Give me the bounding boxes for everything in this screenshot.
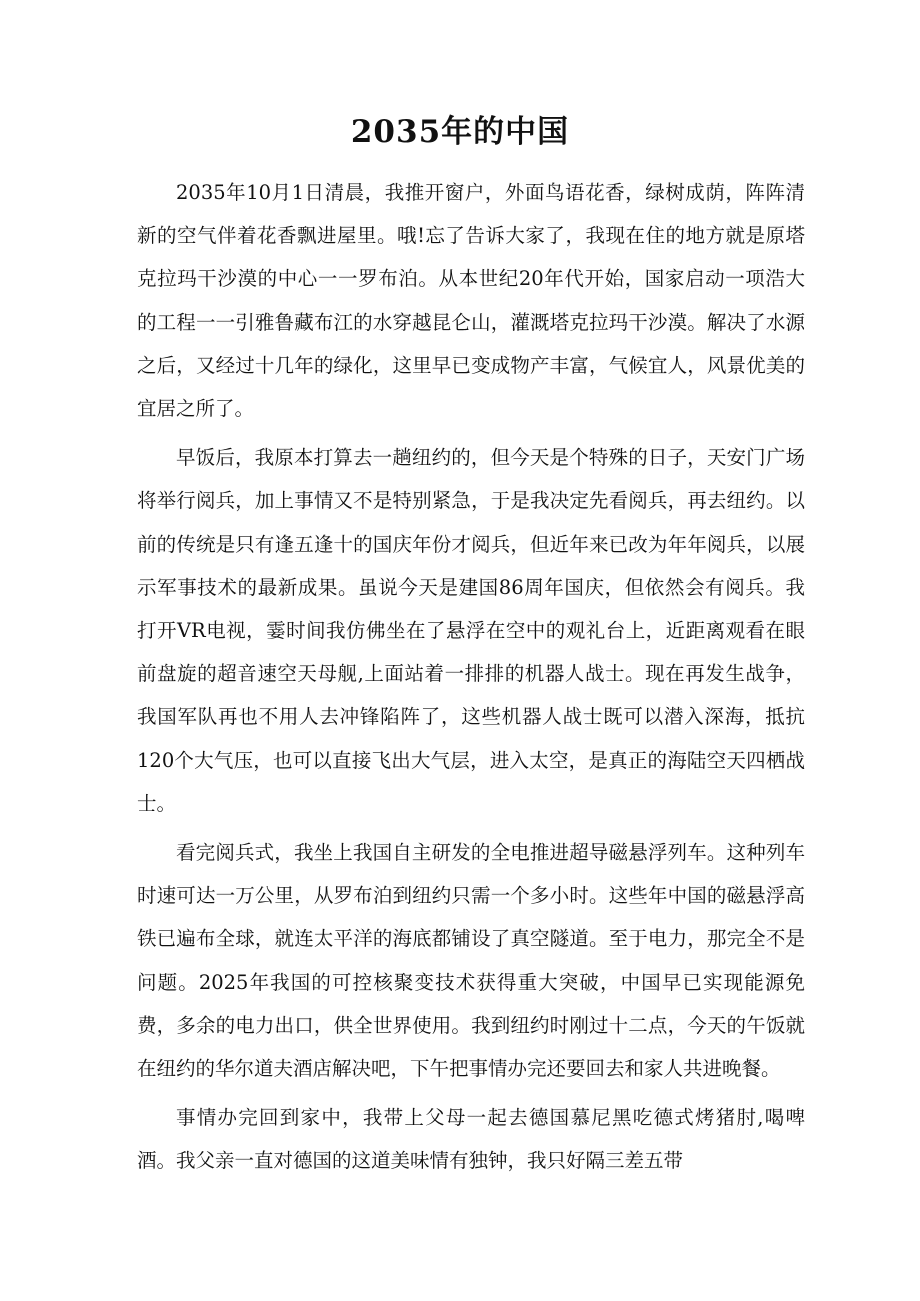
paragraph-1: 2035年10月1日清晨，我推开窗户，外面鸟语花香，绿树成荫，阵阵清新的空气伴着花香飘进屋里。哦!忘了告诉大家了，我现在住的地方就是原塔克拉玛干沙漠的中心一一罗布泊。从本世纪20年代开始，国家启动一项浩大的工程一一引雅鲁藏布江的水穿越昆仑山，灌溉塔克拉玛干沙漠。解决了水源之后，又经过十几年的绿化，这里早已变成物产丰富，气候宜人，风景优美的宜居之所了。: [137, 181, 805, 421]
paragraph-4: 事情办完回到家中，我带上父母一起去德国慕尼黑吃德式烤猪肘,喝啤酒。我父亲一直对德国的这道美味情有独钟，我只好隔三差五带: [137, 1106, 805, 1173]
document-title: 2035年的中国: [350, 114, 570, 150]
document-body: [137, 171, 805, 1189]
paragraph-2: 早饭后，我原本打算去一趟纽约的，但今天是个特殊的日子，天安门广场将举行阅兵，加上事情又不是特别紧急，于是我决定先看阅兵，再去纽约。以前的传统是只有逢五逢十的国庆年份才阅兵，但近年来已改为年年阅兵，以展示军事技术的最新成果。虽说今天是建国86周年国庆，但依然会有阅兵。我打开VR电视，霎时间我仿佛坐在了悬浮在空中的观礼台上，近距离观看在眼前盘旋的超音速空天母舰,上面站着一排排的机器人战士。现在再发生战争，我国军队再也不用人去冲锋陷阵了，这些机器人战士既可以潜入深海，抵抗120个大气压，也可以直接飞出大气层，进入太空，是真正的海陆空天四栖战士。: [137, 446, 805, 815]
paragraph-3: 看完阅兵式，我坐上我国自主研发的全电推进超导磁悬浮列车。这种列车时速可达一万公里，从罗布泊到纽约只需一个多小时。这些年中国的磁悬浮高铁已遍布全球，就连太平洋的海底都铺设了真空隧道。至于电力，那完全不是问题。2025年我国的可控核聚变技术获得重大突破，中国早已实现能源免费，多余的电力出口，供全世界使用。我到纽约时刚过十二点，今天的午饭就在纽约的华尔道夫酒店解决吧，下午把事情办完还要回去和家人共进晚餐。: [137, 841, 805, 1081]
